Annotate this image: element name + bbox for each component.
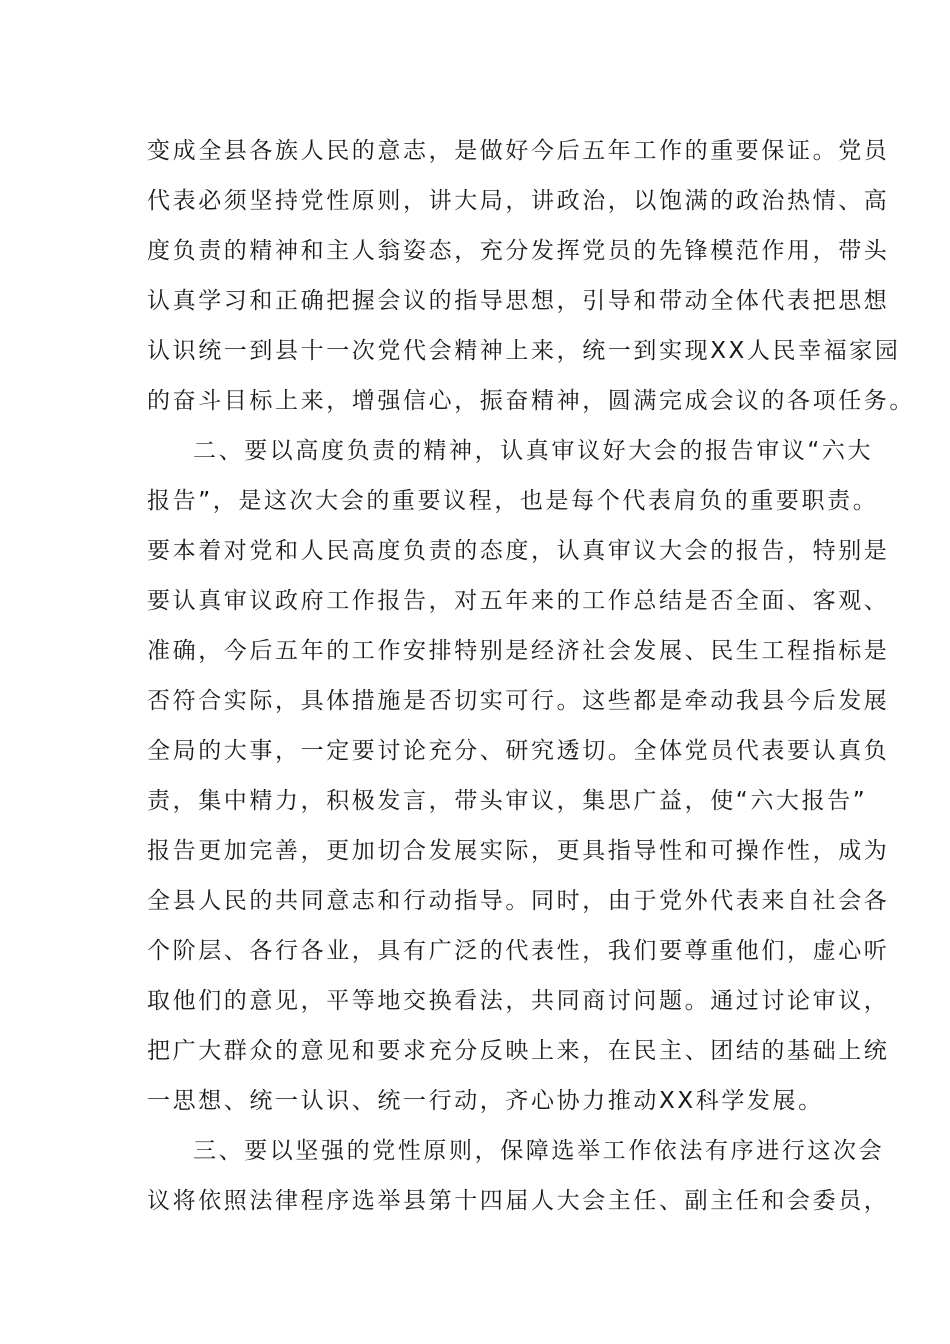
- text-line: 要认真审议政府工作报告，对五年来的工作总结是否全面、客观、: [147, 588, 890, 614]
- text-line: 全县人民的共同意志和行动指导。同时，由于党外代表来自社会各: [147, 888, 890, 914]
- text-line: 取他们的意见，平等地交换看法，共同商讨问题。通过讨论审议，: [147, 988, 890, 1014]
- text-line: 全局的大事，一定要讨论充分、研究透切。全体党员代表要认真负: [147, 738, 890, 764]
- text-line: 变成全县各族人民的意志，是做好今后五年工作的重要保证。党员: [147, 138, 890, 164]
- text-line: 度负责的精神和主人翁姿态，充分发挥党员的先锋模范作用，带头: [147, 238, 890, 264]
- text-line: 认识统一到县十一次党代会精神上来，统一到实现XX人民幸福家园: [147, 338, 901, 364]
- text-line: 否符合实际，具体措施是否切实可行。这些都是牵动我县今后发展: [147, 688, 890, 714]
- text-line: 报告”，是这次大会的重要议程，也是每个代表肩负的重要职责。: [147, 488, 879, 514]
- text-line: 个阶层、各行各业，具有广泛的代表性，我们要尊重他们，虚心听: [147, 938, 890, 964]
- text-line: 一思想、统一认识、统一行动，齐心协力推动XX科学发展。: [147, 1088, 824, 1114]
- text-line: 议将依照法律程序选举县第十四届人大会主任、副主任和会委员，: [147, 1188, 890, 1214]
- text-line: 的奋斗目标上来，增强信心，振奋精神，圆满完成会议的各项任务。: [147, 388, 915, 414]
- paragraph-heading: 三、要以坚强的党性原则，保障选举工作依法有序进行这次会: [193, 1138, 885, 1164]
- text-line: 认真学习和正确把握会议的指导思想，引导和带动全体代表把思想: [147, 288, 890, 314]
- text-line: 把广大群众的意见和要求充分反映上来，在民主、团结的基础上统: [147, 1038, 890, 1064]
- text-line: 代表必须坚持党性原则，讲大局，讲政治，以饱满的政治热情、高: [147, 188, 890, 214]
- text-line: 责，集中精力，积极发言，带头审议，集思广益，使“六大报告”: [147, 788, 868, 814]
- text-line: 报告更加完善，更加切合发展实际，更具指导性和可操作性，成为: [147, 838, 890, 864]
- text-line: 要本着对党和人民高度负责的态度，认真审议大会的报告，特别是: [147, 538, 890, 564]
- paragraph-heading: 二、要以高度负责的精神，认真审议好大会的报告审议“六大: [193, 438, 874, 464]
- text-line: 准确，今后五年的工作安排特别是经济社会发展、民生工程指标是: [147, 638, 890, 664]
